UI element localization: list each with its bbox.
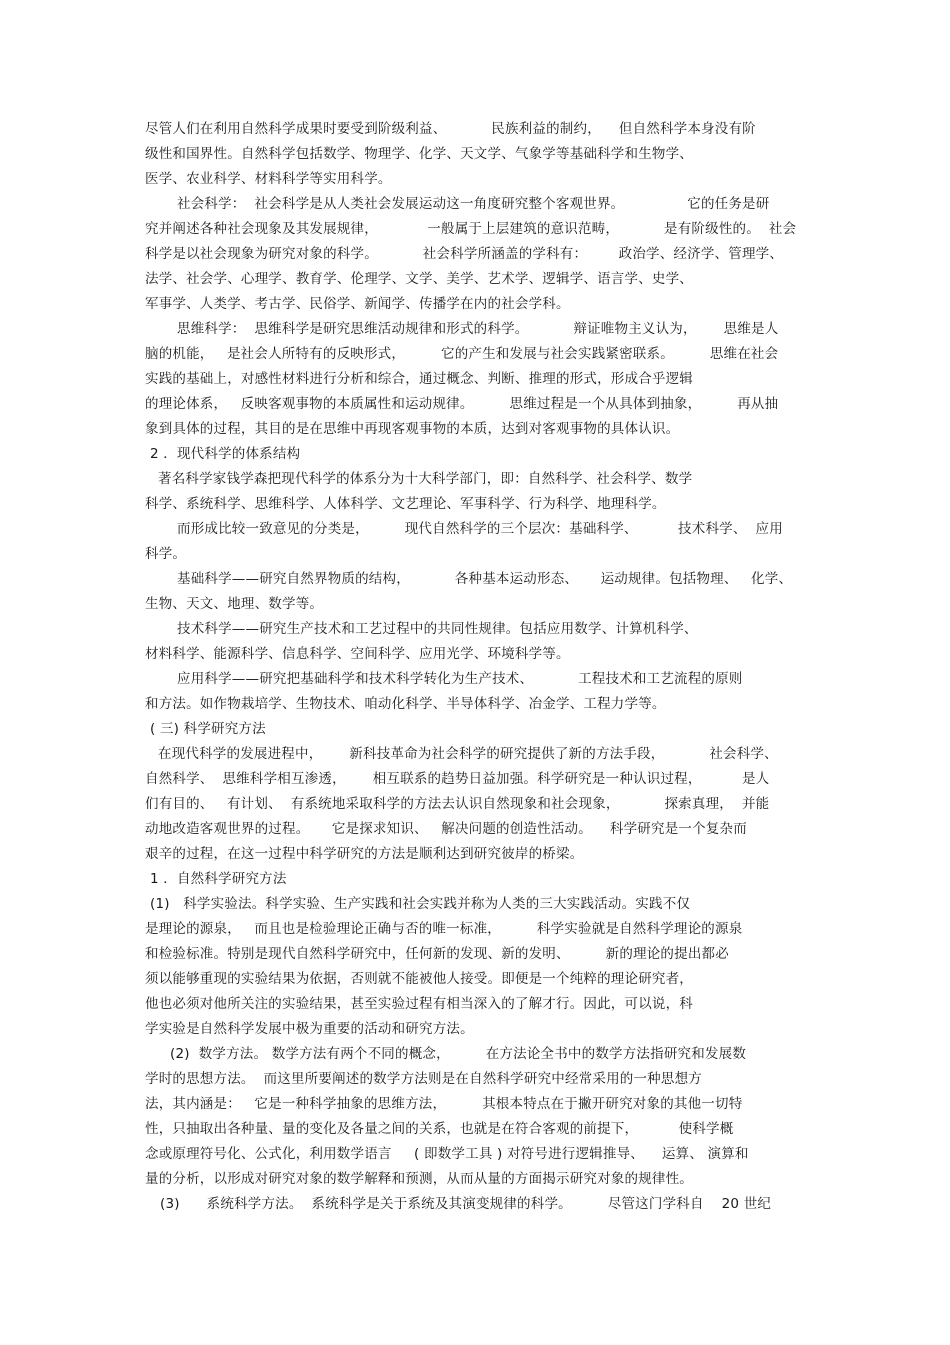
text-line: 的理论体系， 反映客观事物的本质属性和运动规律。 思维过程是一个从具体到抽象， 再从抽 <box>145 396 779 412</box>
text-line: 们有目的、 有计划、 有系统地采取科学的方法去认识自然现象和社会现象， 探索真理， 并能 <box>145 796 770 812</box>
text-line: 量的分析，以形成对研究对象的数学解释和预测，从而从量的方面揭示研究对象的规律性。 <box>145 1171 693 1187</box>
text-line: (1) 科学实验法。科学实验、生产实践和社会实践并称为人类的三大实践活动。实践不仅 <box>150 896 691 912</box>
text-line: 思维科学： 思维科学是研究思维活动规律和形式的科学。 辩证唯物主义认为， 思维是人 <box>177 321 779 337</box>
text-line: 和方法。如作物栽培学、生物技术、咱动化科学、半导体科学、冶金学、工程力学等。 <box>145 696 666 712</box>
text-line: 须以能够重现的实验结果为依据，否则就不能被他人接受。即便是一个纯粹的理论研究者， <box>145 971 693 987</box>
text-line: 尽管人们在利用自然科学成果时要受到阶级利益、 民族利益的制约， 但自然科学本身没有阶 <box>145 121 756 137</box>
text-line: 究并阐述各种社会现象及其发展规律， 一般属于上层建筑的意识范畴， 是有阶级性的。 社会 <box>145 221 797 237</box>
text-line: 脑的机能， 是社会人所特有的反映形式， 它的产生和发展与社会实践紧密联系。 思维在社会 <box>145 346 779 362</box>
text-line: 而形成比较一致意见的分类是， 现代自然科学的三个层次：基础科学、 技术科学、 应用 <box>177 521 783 537</box>
text-line: 医学、农业科学、材料科学等实用科学。 <box>145 171 392 187</box>
text-line: 应用科学——研究把基础科学和技术科学转化为生产技术、 工程技术和工艺流程的原则 <box>177 671 743 687</box>
text-line: 性，只抽取出各种量、量的变化及各量之间的关系，也就是在符合客观的前提下， 使科学概 <box>145 1121 734 1137</box>
text-line: 社会科学： 社会科学是从人类社会发展运动这一角度研究整个客观世界。 它的任务是研 <box>177 196 770 212</box>
text-line: 和检验标准。特别是现代自然科学研究中，任何新的发现、新的发明、 新的理论的提出都必 <box>145 946 729 962</box>
text-line: 他也必须对他所关注的实验结果，甚至实验过程有相当深入的了解才行。因此，可以说，科 <box>145 996 693 1012</box>
text-line: (2) 数学方法。 数学方法有两个不同的概念， 在方法论全书中的数学方法指研究和发展数 <box>170 1046 747 1062</box>
text-line: 材料科学、能源科学、信息科学、空间科学、应用光学、环境科学等。 <box>145 646 570 662</box>
text-line: 科学。 <box>145 546 187 562</box>
text-line: 学时的思想方法。 而这里所要阐述的数学方法则是在自然科学研究中经常采用的一种思想方 <box>145 1071 702 1087</box>
text-line: 艰辛的过程，在这一过程中科学研究的方法是顺利达到研究彼岸的桥梁。 <box>145 846 584 862</box>
text-line: 科学是以社会现象为研究对象的科学。 社会科学所涵盖的学科有： 政治学、经济学、管理学、 <box>145 246 784 262</box>
text-line: 自然科学、 思维科学相互渗透， 相互联系的趋势日益加强。科学研究是一种认识过程， 是人 <box>145 771 770 787</box>
section-heading: ( 三) 科学研究方法 <box>150 721 266 737</box>
text-line: 在现代科学的发展进程中， 新科技革命为社会科学的研究提供了新的方法手段， 社会科学、 <box>158 746 778 762</box>
text-line: 学实验是自然科学发展中极为重要的活动和研究方法。 <box>145 1021 474 1037</box>
text-line: 念或原理符号化、公式化，利用数学语言 ( 即数学工具 ) 对符号进行逻辑推导、 运算、 演算和 <box>145 1146 749 1162</box>
text-line: (3) 系统科学方法。 系统科学是关于系统及其演变规律的科学。 尽管这门学科自 20 世纪 <box>160 1196 772 1212</box>
text-line: 技术科学——研究生产技术和工艺过程中的共同性规律。包括应用数学、计算机科学、 <box>177 621 698 637</box>
text-line: 实践的基础上，对感性材料进行分析和综合，通过概念、判断、推理的形式，形成合乎逻辑 <box>145 371 693 387</box>
text-line: 动地改造客观世界的过程。 它是探求知识、 解决问题的创造性活动。 科学研究是一个复杂而 <box>145 821 747 837</box>
text-line: 象到具体的过程，其目的是在思维中再现客观事物的本质，达到对客观事物的具体认识。 <box>145 421 680 437</box>
text-line: 法，其内涵是： 它是一种科学抽象的思维方法， 其根本特点在于撇开研究对象的其他一切特 <box>145 1096 743 1112</box>
text-line: 是理论的源泉， 而且也是检验理论正确与否的唯一标准， 科学实验就是自然科学理论的源泉 <box>145 921 743 937</box>
section-heading: 1 ．自然科学研究方法 <box>150 871 287 887</box>
text-line: 生物、天文、地理、数学等。 <box>145 596 324 612</box>
text-line: 级性和国界性。自然科学包括数学、物理学、化学、天文学、气象学等基础科学和生物学、 <box>145 146 693 162</box>
section-heading: 2 ．现代科学的体系结构 <box>150 446 301 462</box>
text-line: 军事学、人类学、考古学、民俗学、新闻学、传播学在内的社会学科。 <box>145 296 570 312</box>
text-line: 法学、社会学、心理学、教育学、伦理学、文学、美学、艺术学、逻辑学、语言学、史学、 <box>145 271 693 287</box>
text-line: 基础科学——研究自然界物质的结构， 各种基本运动形态、 运动规律。包括物理、 化学、 <box>177 571 793 587</box>
text-line: 科学、系统科学、思维科学、人体科学、文艺理论、军事科学、行为科学、地理科学。 <box>145 496 666 512</box>
text-line: 著名科学家钱学森把现代科学的体系分为十大科学部门，即：自然科学、社会科学、数学 <box>158 471 693 487</box>
